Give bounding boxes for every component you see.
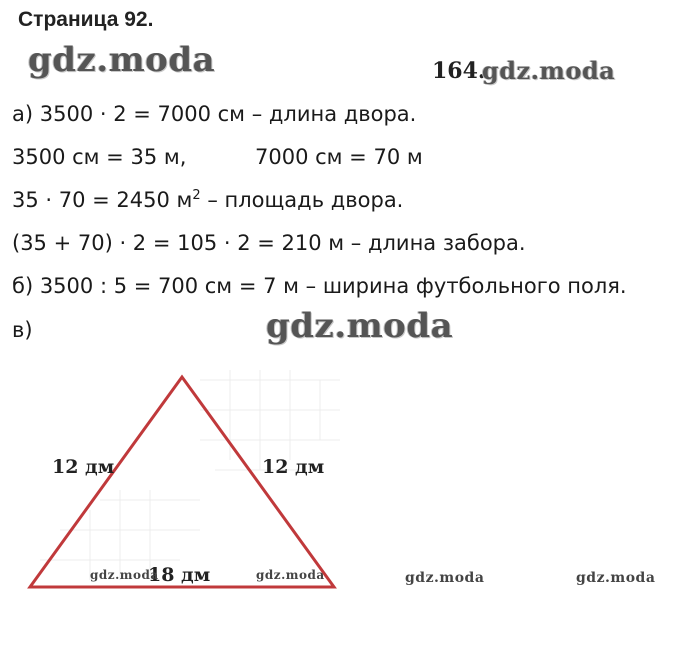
base-label: 18 дм bbox=[148, 564, 211, 586]
watermark: gdz.moda bbox=[266, 306, 454, 346]
solution-line-a: а) 3500 · 2 = 7000 см – длина двора. bbox=[12, 102, 417, 126]
watermark: gdz.moda bbox=[576, 570, 656, 586]
solution-line-b: б) 3500 : 5 = 700 см = 7 м – ширина футбольного поля. bbox=[12, 274, 627, 298]
watermark: gdz.moda bbox=[482, 56, 616, 85]
conversion-2: 7000 см = 70 м bbox=[255, 145, 423, 169]
watermark: gdz.moda bbox=[405, 570, 485, 586]
solution-line-v: в) bbox=[12, 318, 33, 342]
triangle-outline bbox=[30, 377, 334, 587]
left-side-label: 12 дм bbox=[52, 456, 115, 478]
area-exponent: 2 bbox=[192, 188, 201, 203]
watermark: gdz.moda bbox=[256, 568, 325, 582]
right-side-label: 12 дм bbox=[262, 456, 325, 478]
area-description: – площадь двора. bbox=[200, 188, 404, 212]
page-label: Страница 92. bbox=[18, 8, 154, 31]
watermark: gdz.moda bbox=[28, 40, 216, 80]
task-number: 164. bbox=[432, 58, 486, 84]
fence-line: (35 + 70) · 2 = 105 · 2 = 210 м – длина забора. bbox=[12, 231, 526, 255]
watermark: gdz.moda bbox=[90, 568, 159, 582]
conversion-1: 3500 см = 35 м, bbox=[12, 145, 187, 169]
area-expression: 35 · 70 = 2450 м bbox=[12, 188, 193, 212]
